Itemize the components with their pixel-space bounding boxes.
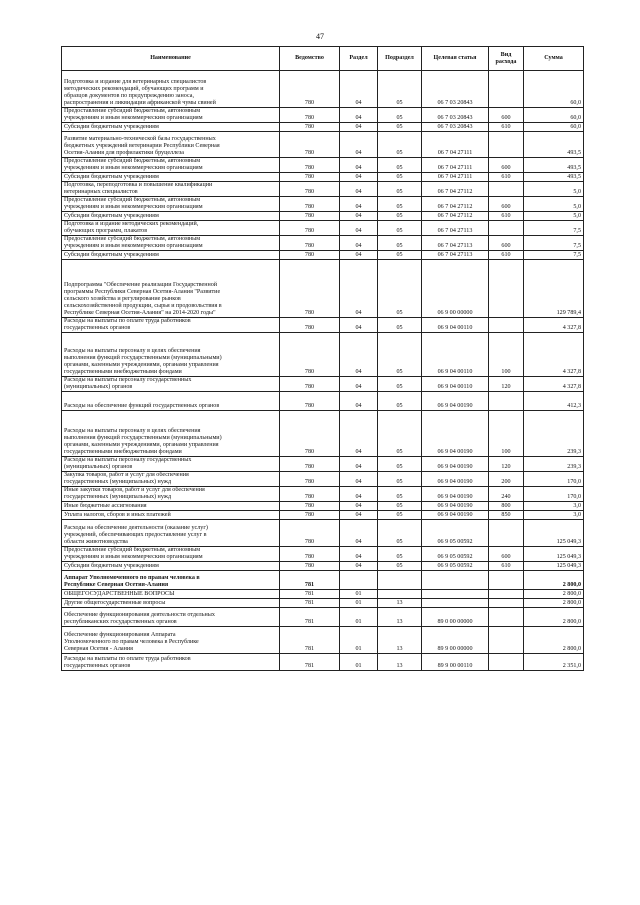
row-subsection: 05 [378,212,422,221]
row-subsection [378,590,422,599]
row-target: 89 9 00 00000 [422,627,489,654]
row-name: Обеспечение функционирования деятельности отдельных республиканских государственных органов [62,608,280,627]
row-dept: 780 [280,511,340,520]
row-target: 06 9 04 00190 [422,472,489,487]
row-sum: 170,0 [524,472,584,487]
table-row [62,487,584,502]
row-target: 06 7 04 27112 [422,182,489,197]
table-row [62,251,584,260]
row-type [489,627,524,654]
row-type [489,392,524,411]
table-row [62,411,584,457]
row-name: Другие общегосударственные вопросы [62,599,280,608]
table-row [62,318,584,333]
row-target [422,571,489,590]
row-name: Закупка товаров, работ и услуг для обеспечения государственных (муниципальных) нужд [62,472,280,487]
row-target: 06 9 04 00190 [422,511,489,520]
row-target: 06 7 04 27113 [422,221,489,236]
row-target: 89 9 00 00110 [422,654,489,671]
row-target: 06 7 04 27112 [422,212,489,221]
row-section: 01 [340,627,378,654]
header-section: Раздел [340,47,378,71]
row-name: Иные закупки товаров, работ и услуг для обеспечения государственных (муниципальных) нужд [62,487,280,502]
page-number: 47 [316,32,324,41]
row-type: 100 [489,411,524,457]
row-sum: 125 049,3 [524,547,584,562]
row-type: 600 [489,236,524,251]
row-section [340,571,378,590]
row-name: Расходы на выплаты персоналу в целях обеспечения выполнения функций государственными (муниципальными) органами, казенными учреждениями, органами управления государственными внебюджетными фондами [62,333,280,377]
row-dept: 781 [280,599,340,608]
row-section: 04 [340,333,378,377]
table-row [62,457,584,472]
row-target: 06 7 04 27111 [422,158,489,173]
row-subsection: 13 [378,599,422,608]
row-name: Предоставление субсидий бюджетным, автономным учреждениям и иным некоммерческим организациям [62,158,280,173]
row-type [489,571,524,590]
row-target: 06 9 04 00190 [422,457,489,472]
row-target: 06 9 04 00110 [422,333,489,377]
row-subsection: 05 [378,173,422,182]
row-sum: 5,0 [524,182,584,197]
row-dept: 780 [280,71,340,108]
row-dept: 780 [280,392,340,411]
row-sum: 239,3 [524,411,584,457]
row-type [489,71,524,108]
row-sum: 2 800,0 [524,590,584,599]
header-target: Целевая статья [422,47,489,71]
row-subsection: 05 [378,158,422,173]
table-body [62,71,584,671]
table-row [62,547,584,562]
row-name: Иные бюджетные ассигнования [62,502,280,511]
row-name: Предоставление субсидий бюджетным, автономным учреждениям и иным некоммерческим организациям [62,236,280,251]
row-type [489,221,524,236]
row-target [422,590,489,599]
table-row [62,392,584,411]
row-subsection: 05 [378,457,422,472]
row-name: Предоставление субсидий бюджетным, автономным учреждениям и иным некоммерческим организациям [62,197,280,212]
row-name: Субсидии бюджетным учреждениям [62,123,280,132]
row-dept: 780 [280,502,340,511]
row-section: 04 [340,212,378,221]
row-target: 06 9 05 00592 [422,547,489,562]
row-sum: 60,0 [524,71,584,108]
row-dept: 780 [280,377,340,392]
row-section: 04 [340,260,378,318]
row-type: 800 [489,502,524,511]
row-section: 04 [340,318,378,333]
row-target: 89 0 00 00000 [422,608,489,627]
row-type: 200 [489,472,524,487]
row-subsection: 05 [378,562,422,571]
row-sum: 2 800,0 [524,608,584,627]
row-type: 600 [489,108,524,123]
row-type: 850 [489,511,524,520]
table-row [62,182,584,197]
row-dept: 780 [280,333,340,377]
row-subsection: 05 [378,511,422,520]
row-subsection: 05 [378,318,422,333]
row-dept: 780 [280,472,340,487]
row-name: Субсидии бюджетным учреждениям [62,251,280,260]
table-header-row [62,47,584,71]
row-section: 04 [340,251,378,260]
row-dept: 780 [280,457,340,472]
row-section: 04 [340,108,378,123]
table-row [62,571,584,590]
row-dept: 781 [280,590,340,599]
row-sum: 170,0 [524,487,584,502]
row-section: 04 [340,173,378,182]
row-dept: 780 [280,212,340,221]
row-dept: 781 [280,608,340,627]
row-dept: 780 [280,236,340,251]
row-sum: 129 789,4 [524,260,584,318]
row-sum: 3,0 [524,511,584,520]
row-sum: 4 327,8 [524,333,584,377]
row-name: Подпрограмма "Обеспечение реализации Государственной программы Республики Северная Осетия-Алания "Развитие сельского хозяйства и регулирование рынков сельскохозяйственной продукции, сырья и продовольствия в Республике Северная Осетия-Алания" на 2014-2020 годы" [62,260,280,318]
row-target: 06 9 04 00190 [422,392,489,411]
header-type: Вид расхода [489,47,524,71]
row-section: 01 [340,599,378,608]
row-dept: 781 [280,571,340,590]
table-row [62,472,584,487]
row-subsection: 05 [378,123,422,132]
row-target [422,599,489,608]
row-dept: 780 [280,173,340,182]
table-row [62,123,584,132]
row-dept: 780 [280,132,340,158]
row-section: 01 [340,654,378,671]
row-section: 04 [340,71,378,108]
row-section: 04 [340,221,378,236]
row-target: 06 9 05 00592 [422,562,489,571]
row-sum: 4 327,8 [524,318,584,333]
row-name: Подготовка и издание для ветеринарных специалистов методических рекомендаций, обучающих программ и образцов документов по предупреждению заноса, распространения и ликвидации африканской чумы свиней [62,71,280,108]
row-subsection: 13 [378,654,422,671]
row-type [489,590,524,599]
table-row [62,158,584,173]
row-subsection: 13 [378,608,422,627]
row-target: 06 7 04 27111 [422,132,489,158]
table-row [62,590,584,599]
row-target: 06 9 05 00592 [422,520,489,547]
row-sum: 493,5 [524,132,584,158]
row-name: Обеспечение функционирования Аппарата Уполномоченного по правам человека в Республике Северная Осетия - Алания [62,627,280,654]
table-row [62,627,584,654]
row-type: 120 [489,377,524,392]
row-section: 04 [340,547,378,562]
row-subsection: 05 [378,392,422,411]
row-type [489,318,524,333]
row-section: 04 [340,520,378,547]
row-dept: 780 [280,197,340,212]
row-dept: 780 [280,562,340,571]
row-name: Расходы на выплаты персоналу в целях обеспечения выполнения функций государственными (муниципальными) органами, казенными учреждениями, органами управления государственными внебюджетными фондами [62,411,280,457]
table-row [62,502,584,511]
row-sum: 125 049,3 [524,520,584,547]
row-type: 610 [489,212,524,221]
table-row [62,520,584,547]
row-type: 610 [489,251,524,260]
row-subsection: 05 [378,547,422,562]
row-dept: 780 [280,520,340,547]
row-subsection: 05 [378,333,422,377]
row-dept: 780 [280,411,340,457]
row-sum: 4 327,8 [524,377,584,392]
row-section: 04 [340,236,378,251]
row-dept: 780 [280,318,340,333]
row-section: 04 [340,158,378,173]
row-name: Аппарат Уполномоченного по правам человека в Республике Северная Осетия-Алания [62,571,280,590]
header-dept: Ведомство [280,47,340,71]
row-subsection: 05 [378,472,422,487]
row-type: 120 [489,457,524,472]
row-name: Расходы на выплаты по оплате труда работников государственных органов [62,318,280,333]
row-name: Расходы на выплаты по оплате труда работников государственных органов [62,654,280,671]
row-type [489,599,524,608]
table-row [62,221,584,236]
row-type [489,608,524,627]
row-sum: 7,5 [524,221,584,236]
row-target: 06 7 03 20843 [422,71,489,108]
row-name: Предоставление субсидий бюджетным, автономным учреждениям и иным некоммерческим организациям [62,108,280,123]
row-type: 600 [489,197,524,212]
row-target: 06 9 00 00000 [422,260,489,318]
row-section: 04 [340,502,378,511]
row-sum: 239,3 [524,457,584,472]
row-dept: 780 [280,108,340,123]
row-sum: 3,0 [524,502,584,511]
row-sum: 2 800,0 [524,571,584,590]
row-dept: 780 [280,158,340,173]
row-type: 610 [489,562,524,571]
row-name: Уплата налогов, сборов и иных платежей [62,511,280,520]
table-row [62,236,584,251]
row-subsection: 05 [378,197,422,212]
row-subsection: 05 [378,411,422,457]
table-row [62,562,584,571]
row-type [489,132,524,158]
header-sum: Сумма [524,47,584,71]
row-section: 04 [340,411,378,457]
table-row [62,377,584,392]
row-target: 06 7 04 27113 [422,251,489,260]
row-target: 06 7 04 27111 [422,173,489,182]
row-type: 610 [489,173,524,182]
row-dept: 780 [280,221,340,236]
row-section: 04 [340,562,378,571]
table-row [62,599,584,608]
row-sum: 412,3 [524,392,584,411]
header-subsection: Подраздел [378,47,422,71]
header-name: Наименование [62,47,280,71]
row-dept: 781 [280,654,340,671]
table-row [62,333,584,377]
row-sum: 7,5 [524,236,584,251]
row-type: 600 [489,547,524,562]
row-target: 06 7 03 20843 [422,108,489,123]
row-section: 01 [340,590,378,599]
row-name: Расходы на обеспечение функций государственных органов [62,392,280,411]
row-subsection: 05 [378,182,422,197]
row-subsection: 05 [378,487,422,502]
row-target: 06 7 03 20843 [422,123,489,132]
row-target: 06 9 04 00110 [422,377,489,392]
row-subsection: 05 [378,260,422,318]
row-sum: 7,5 [524,251,584,260]
row-subsection: 13 [378,627,422,654]
row-section: 04 [340,472,378,487]
row-section: 04 [340,487,378,502]
row-section: 04 [340,182,378,197]
row-subsection: 05 [378,377,422,392]
row-section: 04 [340,123,378,132]
row-dept: 780 [280,260,340,318]
row-sum: 493,5 [524,158,584,173]
row-dept: 780 [280,547,340,562]
row-type: 100 [489,333,524,377]
row-name: Предоставление субсидий бюджетным, автономным учреждениям и иным некоммерческим организациям [62,547,280,562]
row-sum: 60,0 [524,123,584,132]
row-target: 06 7 04 27113 [422,236,489,251]
row-name: Субсидии бюджетным учреждениям [62,562,280,571]
row-subsection: 05 [378,71,422,108]
row-subsection [378,571,422,590]
row-subsection: 05 [378,132,422,158]
row-target: 06 9 04 00190 [422,502,489,511]
row-type: 240 [489,487,524,502]
row-target: 06 7 04 27112 [422,197,489,212]
row-section: 04 [340,132,378,158]
table-row [62,71,584,108]
row-name: Подготовка и издание методических рекомендаций, обучающих программ, плакатов [62,221,280,236]
row-dept: 780 [280,123,340,132]
table-row [62,654,584,671]
row-subsection: 05 [378,251,422,260]
row-dept: 781 [280,627,340,654]
row-name: Подготовка, переподготовка и повышение квалификации ветеринарных специалистов [62,182,280,197]
row-section: 04 [340,392,378,411]
row-name: Субсидии бюджетным учреждениям [62,173,280,182]
row-target: 06 9 04 00190 [422,487,489,502]
row-section: 04 [340,511,378,520]
row-subsection: 05 [378,520,422,547]
row-subsection: 05 [378,236,422,251]
table-row [62,608,584,627]
row-target: 06 9 04 00110 [422,318,489,333]
row-name: Субсидии бюджетным учреждениям [62,212,280,221]
row-dept: 780 [280,182,340,197]
table-row [62,108,584,123]
table-row [62,511,584,520]
table-row [62,173,584,182]
row-section: 01 [340,608,378,627]
table-row [62,260,584,318]
row-subsection: 05 [378,502,422,511]
row-subsection: 05 [378,108,422,123]
row-name: Расходы на обеспечение деятельности (оказание услуг) учреждений, обеспечивающих предоставление услуг в области животноводства [62,520,280,547]
row-type [489,182,524,197]
row-sum: 5,0 [524,197,584,212]
row-section: 04 [340,377,378,392]
row-type [489,654,524,671]
row-sum: 2 351,0 [524,654,584,671]
row-type: 610 [489,123,524,132]
row-sum: 125 049,3 [524,562,584,571]
row-name: Расходы на выплаты персоналу государственных (муниципальных) органов [62,377,280,392]
row-type [489,260,524,318]
row-name: Развитие материально-технической базы государственных бюджетных учреждений ветеринарии Республики Северная Осетия-Алания для профилактики бруцеллеза [62,132,280,158]
row-name: Расходы на выплаты персоналу государственных (муниципальных) органов [62,457,280,472]
row-dept: 780 [280,251,340,260]
row-section: 04 [340,197,378,212]
row-type: 600 [489,158,524,173]
row-dept: 780 [280,487,340,502]
row-sum: 60,0 [524,108,584,123]
row-name: ОБЩЕГОСУДАРСТВЕННЫЕ ВОПРОСЫ [62,590,280,599]
row-target: 06 9 04 00190 [422,411,489,457]
row-sum: 2 800,0 [524,599,584,608]
table-row [62,132,584,158]
row-sum: 2 800,0 [524,627,584,654]
budget-table [61,46,584,671]
table-row [62,197,584,212]
row-type [489,520,524,547]
table-row [62,212,584,221]
row-section: 04 [340,457,378,472]
row-sum: 5,0 [524,212,584,221]
row-subsection: 05 [378,221,422,236]
row-sum: 493,5 [524,173,584,182]
